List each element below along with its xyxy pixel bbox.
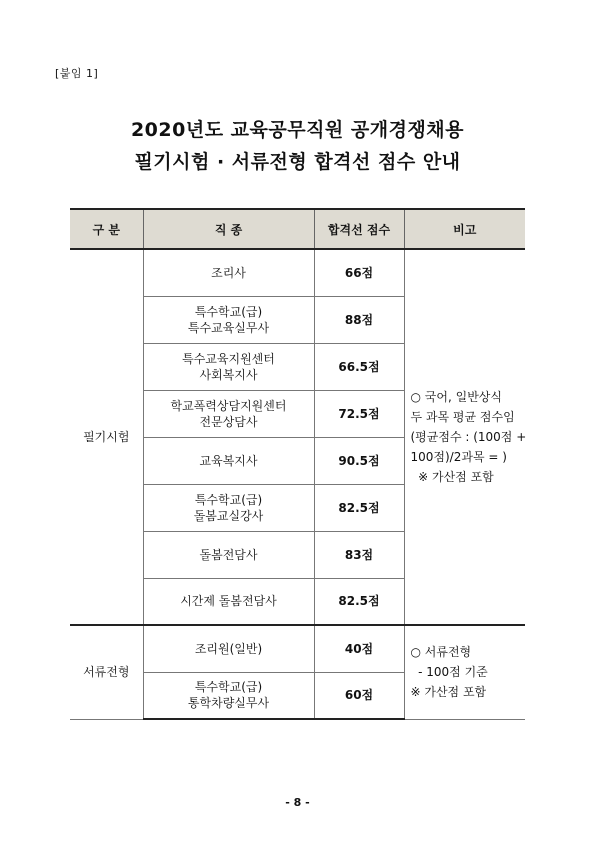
note-cell — [404, 249, 525, 625]
job-line: 학교폭력상담지원센터 — [170, 398, 287, 413]
note-line: ○ 국어, 일반상식 — [410, 390, 502, 404]
score-cell: 60점 — [314, 672, 404, 719]
job-line: 조리사 — [211, 265, 246, 280]
job-line: 전문상담사 — [199, 414, 258, 429]
score-cell: 90.5점 — [314, 437, 404, 484]
score-cell: 72.5점 — [314, 390, 404, 437]
job-cell — [143, 531, 314, 578]
score-cell: 88점 — [314, 296, 404, 343]
note-line: (평균점수 : (100점 + — [410, 430, 527, 444]
score-cell: 82.5점 — [314, 578, 404, 625]
job-line: 시간제 돌봄전담사 — [180, 594, 277, 609]
note-line: 100점)/2과목 = ) — [410, 450, 507, 464]
score-cell: 40점 — [314, 625, 404, 672]
job-line: 특수학교(급) — [194, 304, 263, 319]
job-line: 돌봄전담사 — [199, 547, 258, 562]
job-cell — [143, 249, 314, 296]
note-line: - 100점 기준 — [410, 665, 488, 680]
note-line: 두 과목 평균 점수임 — [410, 410, 515, 424]
job-line: 특수학교(급) — [194, 680, 263, 695]
job-cell — [143, 296, 314, 343]
note-line: ○ 서류전형 — [410, 645, 472, 660]
note-line: ※ 가산점 포함 — [410, 470, 494, 484]
score-cell: 66점 — [314, 249, 404, 296]
job-cell — [143, 672, 314, 719]
page-number: - 8 - — [285, 796, 310, 809]
job-cell — [143, 625, 314, 672]
job-line: 조리원(일반) — [194, 641, 263, 656]
job-line: 특수교육지원센터 — [182, 351, 275, 366]
score-cell: 83점 — [314, 531, 404, 578]
header-category: 구 분 — [70, 209, 143, 249]
note-cell — [404, 625, 525, 719]
header-note: 비고 — [404, 209, 525, 249]
category-cell: 필기시험 — [70, 249, 143, 625]
job-cell — [143, 578, 314, 625]
job-cell — [143, 390, 314, 437]
job-line: 교육복지사 — [199, 453, 258, 468]
job-line: 특수교육실무사 — [187, 320, 270, 335]
table-header-row — [70, 209, 525, 249]
attachment-label: [붙임 1] — [55, 67, 99, 80]
cutoff-score-table — [70, 208, 525, 720]
job-cell — [143, 437, 314, 484]
header-job: 직 종 — [143, 209, 314, 249]
title-line-1: 2020년도 교육공무직원 공개경쟁채용 — [130, 119, 465, 141]
table-row — [70, 249, 525, 296]
job-cell — [143, 484, 314, 531]
job-line: 특수학교(급) — [194, 492, 263, 507]
note-line: ※ 가산점 포함 — [410, 685, 487, 700]
score-cell: 82.5점 — [314, 484, 404, 531]
score-cell: 66.5점 — [314, 343, 404, 390]
job-cell — [143, 343, 314, 390]
job-line: 돌봄교실강사 — [193, 508, 264, 523]
title-line-2: 필기시험 · 서류전형 합격선 점수 안내 — [134, 151, 461, 173]
header-score: 합격선 점수 — [314, 209, 404, 249]
job-line: 사회복지사 — [199, 367, 258, 382]
table-row — [70, 625, 525, 672]
category-cell: 서류전형 — [70, 625, 143, 719]
job-line: 통학차량실무사 — [187, 696, 270, 711]
